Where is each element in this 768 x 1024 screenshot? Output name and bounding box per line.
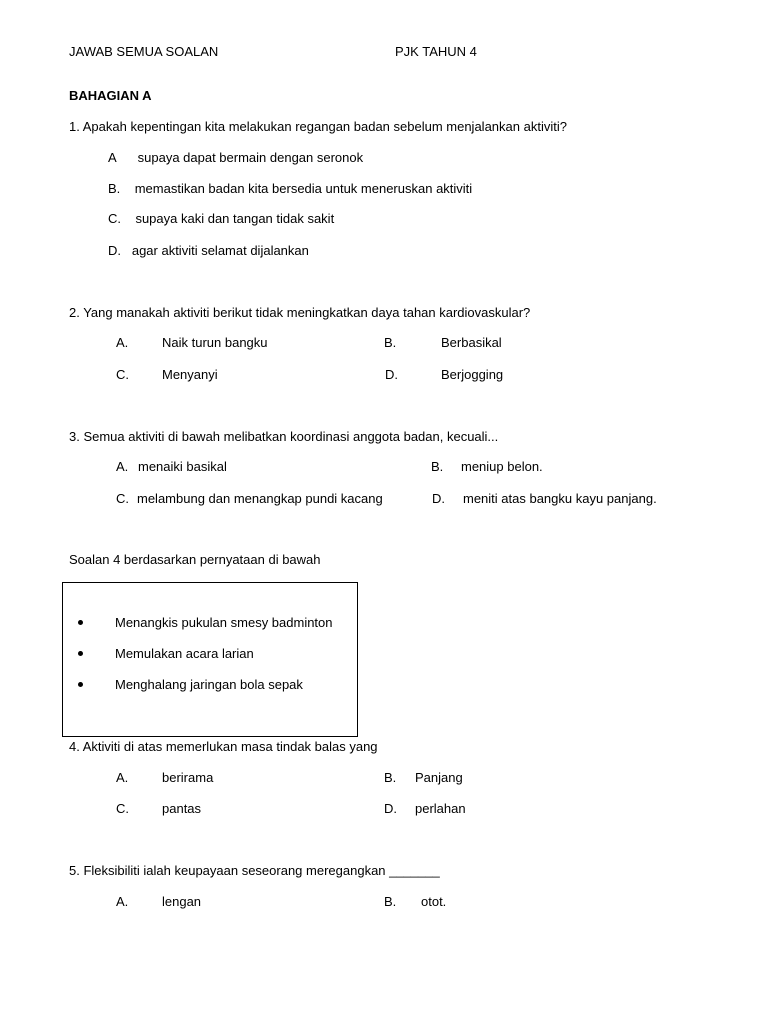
question-4: 4. Aktiviti di atas memerlukan masa tindak balas yang — [69, 739, 378, 754]
q4-option-b-text: Panjang — [415, 770, 463, 785]
bullet-icon — [78, 620, 83, 625]
q2-option-c-letter: C. — [116, 367, 129, 382]
statement-item-3: Menghalang jaringan bola sepak — [115, 677, 303, 692]
q2-option-a-letter: A. — [116, 335, 129, 350]
question-1: 1. Apakah kepentingan kita melakukan regangan badan sebelum menjalankan aktiviti? — [69, 119, 567, 134]
q3-option-d-text: meniti atas bangku kayu panjang. — [463, 491, 657, 506]
q1-option-d: D. agar aktiviti selamat dijalankan — [108, 243, 309, 258]
q2-option-d-letter: D. — [385, 367, 398, 382]
q4-option-d-text: perlahan — [415, 801, 466, 816]
q5-option-b-text: otot. — [421, 894, 447, 909]
q2-option-a-text: Naik turun bangku — [162, 335, 268, 350]
q2-option-c-text: Menyanyi — [162, 367, 218, 382]
q4-option-a-text: berirama — [162, 770, 214, 785]
q2-option-b-letter: B. — [384, 335, 397, 350]
q4-option-b-letter: B. — [384, 770, 397, 785]
q1-option-a: A supaya dapat bermain dengan seronok — [108, 150, 364, 165]
q3-option-c-letter: C. — [116, 491, 129, 506]
section-title: BAHAGIAN A — [69, 88, 152, 103]
q3-option-d-letter: D. — [432, 491, 445, 506]
header-left: JAWAB SEMUA SOALAN — [69, 44, 219, 59]
q4-option-d-letter: D. — [384, 801, 397, 816]
q2-option-b-text: Berbasikal — [441, 335, 502, 350]
bullet-icon — [78, 651, 83, 656]
q5-option-a-letter: A. — [116, 894, 129, 909]
q4-option-c-letter: C. — [116, 801, 129, 816]
question-3: 3. Semua aktiviti di bawah melibatkan koordinasi anggota badan, kecuali... — [69, 429, 499, 444]
header-right: PJK TAHUN 4 — [395, 44, 477, 59]
q5-option-a-text: lengan — [162, 894, 202, 909]
q4-intro: Soalan 4 berdasarkan pernyataan di bawah — [69, 552, 321, 567]
bullet-icon — [78, 682, 83, 687]
q4-option-a-letter: A. — [116, 770, 129, 785]
q3-option-b-letter: B. — [431, 459, 444, 474]
q1-option-c: C. supaya kaki dan tangan tidak sakit — [108, 211, 335, 226]
q2-option-d-text: Berjogging — [441, 367, 504, 382]
q4-option-c-text: pantas — [162, 801, 202, 816]
statement-item-1: Menangkis pukulan smesy badminton — [115, 615, 333, 630]
q5-option-b-letter: B. — [384, 894, 397, 909]
q3-option-a-text: menaiki basikal — [138, 459, 227, 474]
q1-option-b: B. memastikan badan kita bersedia untuk meneruskan aktiviti — [108, 181, 473, 196]
question-2: 2. Yang manakah aktiviti berikut tidak meningkatkan daya tahan kardiovaskular? — [69, 305, 531, 320]
q3-option-a-letter: A. — [116, 459, 129, 474]
q3-option-c-text: melambung dan menangkap pundi kacang — [137, 491, 383, 506]
statement-item-2: Memulakan acara larian — [115, 646, 254, 661]
question-5: 5. Fleksibiliti ialah keupayaan seseorang meregangkan _______ — [69, 863, 440, 878]
q3-option-b-text: meniup belon. — [461, 459, 543, 474]
